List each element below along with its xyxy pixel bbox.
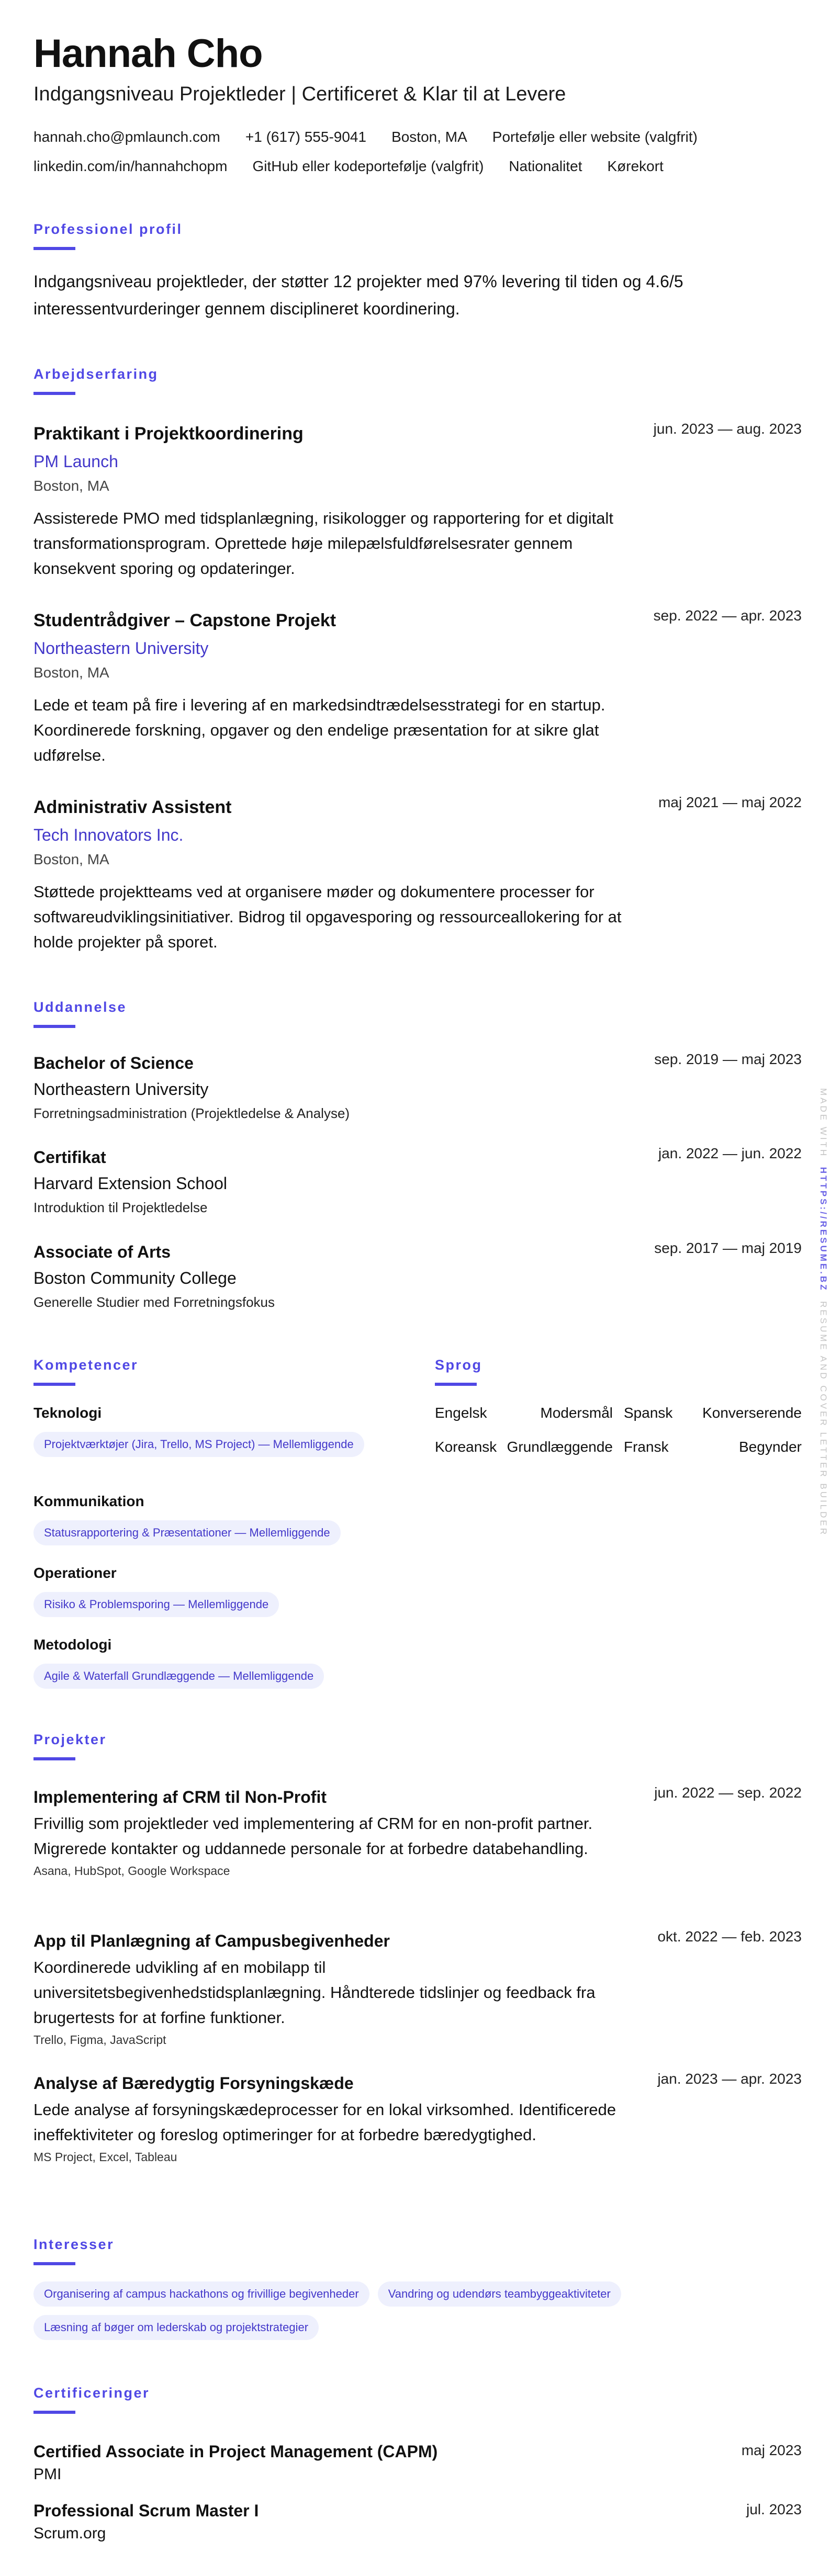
experience-item [33, 421, 802, 581]
education-item [33, 1145, 802, 1217]
skill-group-label: Kommunikation [33, 1493, 144, 1509]
section-title-projects: Projekter [33, 1732, 107, 1747]
company-name: PM Launch [33, 452, 118, 471]
job-title: Praktikant i Projektkoordinering [33, 424, 304, 444]
job-location: Boston, MA [33, 851, 109, 867]
experience-item [33, 607, 802, 768]
section-divider [33, 1757, 75, 1760]
contact-phone[interactable]: +1 (617) 555-9041 [245, 129, 367, 145]
language-item [435, 1403, 613, 1423]
certification-title: Certified Associate in Project Management (CAPM) [33, 2442, 438, 2461]
school: Northeastern University [33, 1080, 209, 1099]
certification-item [33, 2499, 802, 2545]
contact-list [33, 126, 787, 178]
school: Harvard Extension School [33, 1174, 227, 1193]
language-item [624, 1437, 802, 1458]
language-name: Spansk [624, 1405, 673, 1421]
experience-dates: jun. 2023 — aug. 2023 [653, 421, 802, 437]
project-title: Analyse af Bæredygtig Forsyningskæde [33, 2074, 354, 2093]
section-title-profile: Professionel profil [33, 221, 183, 237]
education-item [33, 1051, 802, 1123]
interest-tag: Læsning af bøger om lederskab og projektstrategier [33, 2315, 319, 2340]
project-title: Implementering af CRM til Non-Profit [33, 1788, 327, 1806]
job-location: Boston, MA [33, 664, 109, 681]
project-dates: jun. 2022 — sep. 2022 [654, 1784, 802, 1801]
section-divider [33, 2262, 75, 2265]
language-item [435, 1437, 613, 1458]
section-divider [33, 1025, 75, 1028]
skill-group-label: Operationer [33, 1565, 117, 1581]
builder-watermark [818, 1088, 828, 1536]
section-title-education: Uddannelse [33, 999, 127, 1015]
interest-tag: Vandring og udendørs teambyggeaktiviteter [378, 2281, 621, 2307]
company-name: Tech Innovators Inc. [33, 826, 184, 844]
language-item [624, 1403, 802, 1423]
skill-group-label: Teknologi [33, 1405, 102, 1421]
experience-dates: maj 2021 — maj 2022 [658, 794, 802, 810]
watermark-prefix: MADE WITH [818, 1088, 828, 1158]
degree: Bachelor of Science [33, 1054, 194, 1072]
interest-tag: Organisering af campus hackathons og frivillige begivenheder [33, 2281, 369, 2307]
school: Boston Community College [33, 1269, 237, 1287]
field-of-study: Generelle Studier med Forretningsfokus [33, 1294, 275, 1310]
certification-date: maj 2023 [741, 2442, 802, 2458]
company-name: Northeastern University [33, 639, 209, 658]
watermark-suffix: RESUME AND COVER LETTER BUILDER [818, 1301, 828, 1537]
section-divider [435, 1383, 477, 1386]
certification-issuer: Scrum.org [33, 2525, 106, 2542]
contact-location: Boston, MA [391, 129, 467, 145]
project-item [33, 1784, 802, 1880]
job-description: Assisterede PMO med tidsplanlægning, risikologger og rapportering for et digitalt transformationsprogram. Oprettede høje milepælsfuldførelsesrater gennem konsekvent sporing og opdateringer. [33, 509, 613, 578]
skill-group-label: Metodologi [33, 1636, 112, 1653]
section-title-languages: Sprog [435, 1357, 482, 1373]
section-divider [33, 1383, 75, 1386]
skill-tag: Risiko & Problemsporing — Mellemliggende [33, 1592, 279, 1617]
degree: Certifikat [33, 1148, 106, 1167]
language-level: Begynder [739, 1439, 802, 1455]
section-divider [33, 2411, 75, 2414]
interest-list [33, 2281, 787, 2340]
project-tech: MS Project, Excel, Tableau [33, 2150, 177, 2164]
section-title-certifications: Certificeringer [33, 2385, 150, 2401]
profile-summary: Indgangsniveau projektleder, der støtter 12 projekter med 97% levering til tiden og 4.6/5 interessentvurderinger gennem disciplineret koordinering. [33, 272, 683, 318]
project-item [33, 1928, 802, 2049]
project-dates: jan. 2023 — apr. 2023 [657, 2071, 802, 2087]
project-description: Lede analyse af forsyningskædeprocesser for en lokal virksomhed. Identificerede ineffektiviteter og foreslog optimeringer for at forbedre bæredygtighed. [33, 2100, 616, 2144]
certification-title: Professional Scrum Master I [33, 2501, 259, 2520]
section-title-interests: Interesser [33, 2236, 115, 2252]
section-divider [33, 392, 75, 395]
field-of-study: Forretningsadministration (Projektledelse & Analyse) [33, 1105, 350, 1121]
project-tech: Trello, Figma, JavaScript [33, 2033, 166, 2047]
language-level: Modersmål [540, 1405, 613, 1421]
skill-tag: Agile & Waterfall Grundlæggende — Mellemliggende [33, 1664, 324, 1689]
language-name: Engelsk [435, 1405, 487, 1421]
language-level: Grundlæggende [507, 1439, 613, 1455]
language-name: Koreansk [435, 1439, 497, 1455]
section-title-experience: Arbejdserfaring [33, 366, 159, 382]
contact-portfolio[interactable]: Portefølje eller website (valgfrit) [492, 129, 698, 145]
degree: Associate of Arts [33, 1242, 171, 1261]
project-item [33, 2071, 802, 2166]
education-item [33, 1240, 802, 1312]
candidate-name: Hannah Cho [33, 31, 263, 76]
experience-dates: sep. 2022 — apr. 2023 [653, 607, 802, 624]
contact-nationality: Nationalitet [509, 158, 582, 174]
section-title-skills: Kompetencer [33, 1357, 139, 1373]
job-description: Støttede projektteams ved at organisere møder og dokumentere processer for softwareudviklingsinitiativer. Bidrog til opgavesporing og ressourceallokering for at holde projekter på sporet. [33, 883, 622, 951]
language-list [435, 1403, 802, 1458]
job-title: Administrativ Assistent [33, 797, 232, 817]
job-description: Lede et team på fire i levering af en markedsindtrædelsesstrategi for en startup. Koordinerede forskning, opgaver og den endelige præsentation for at sikre glat udførelse. [33, 696, 605, 764]
skill-tag: Projektværktøjer (Jira, Trello, MS Project) — Mellemliggende [33, 1432, 364, 1457]
education-dates: jan. 2022 — jun. 2022 [658, 1145, 802, 1161]
certification-issuer: PMI [33, 2466, 62, 2483]
language-level: Konverserende [702, 1405, 802, 1421]
project-description: Koordinerede udvikling af en mobilapp til universitetsbegivenhedstidsplanlægning. Håndterede tidslinjer og feedback fra brugertests for at forfine funktioner. [33, 1958, 596, 2027]
headline: Indgangsniveau Projektleder | Certificeret & Klar til at Levere [33, 83, 566, 105]
job-title: Studentrådgiver – Capstone Projekt [33, 611, 336, 630]
project-title: App til Planlægning af Campusbegivenheder [33, 1931, 390, 1950]
language-name: Fransk [624, 1439, 669, 1455]
project-dates: okt. 2022 — feb. 2023 [657, 1928, 802, 1945]
project-tech: Asana, HubSpot, Google Workspace [33, 1864, 230, 1878]
contact-github[interactable]: GitHub eller kodeportefølje (valgfrit) [252, 158, 484, 174]
skill-tag: Statusrapportering & Præsentationer — Mellemliggende [33, 1520, 341, 1545]
education-dates: sep. 2017 — maj 2019 [654, 1240, 802, 1256]
contact-email[interactable]: hannah.cho@pmlaunch.com [33, 129, 220, 145]
watermark-link[interactable]: HTTPS://RESUME.BZ [818, 1167, 828, 1292]
project-description: Frivillig som projektleder ved implementering af CRM for en non-profit partner. Migrerede kontakter og uddannede personale for at forbedre databehandling. [33, 1814, 593, 1858]
certification-item [33, 2440, 802, 2486]
education-dates: sep. 2019 — maj 2023 [654, 1051, 802, 1067]
certification-date: jul. 2023 [746, 2501, 802, 2517]
section-divider [33, 247, 75, 250]
field-of-study: Introduktion til Projektledelse [33, 1200, 208, 1215]
contact-linkedin[interactable]: linkedin.com/in/hannahchopm [33, 158, 228, 174]
experience-item [33, 794, 802, 955]
contact-drivers-license: Kørekort [607, 158, 664, 174]
job-location: Boston, MA [33, 478, 109, 494]
